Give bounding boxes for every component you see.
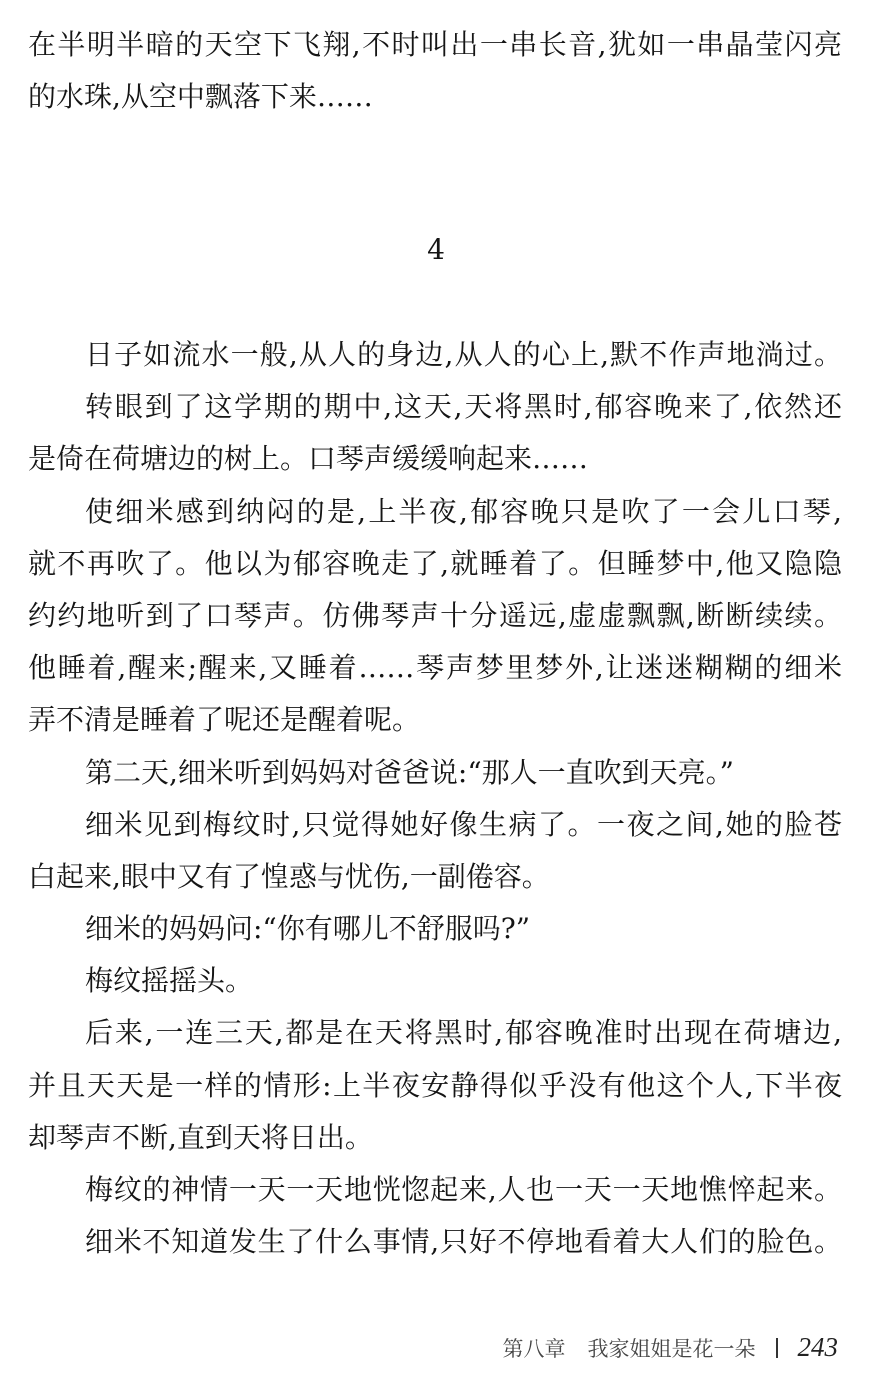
text-line: 后来,一连三天,都是在天将黑时,郁容晚准时出现在荷塘边, [85,1016,842,1050]
text-line: 是倚在荷塘边的树上。口琴声缓缓响起来…… [28,442,589,476]
text-line: 细米不知道发生了什么事情,只好不停地看着大人们的脸色。 [85,1225,842,1259]
text-line: 使细米感到纳闷的是,上半夜,郁容晚只是吹了一会儿口琴, [85,494,842,528]
section-body [28,329,842,1268]
text-line: 细米见到梅纹时,只觉得她好像生病了。一夜之间,她的脸苍 [85,807,842,841]
text-line: 并且天天是一样的情形:上半夜安静得似乎没有他这个人,下半夜 [28,1068,842,1102]
footer-chapter: 第八章 [502,1336,566,1361]
text-line: 弄不清是睡着了呢还是醒着呢。 [28,703,421,737]
text-line: 梅纹摇摇头。 [85,964,254,998]
text-line: 第二天,细米听到妈妈对爸爸说:“那人一直吹到天亮。” [85,755,734,789]
footer-chapter-title: 我家姐姐是花一朵 [587,1336,756,1361]
text-line: 梅纹的神情一天一天地恍惚起来,人也一天一天地憔悴起来。 [85,1173,842,1206]
section-number: 4 [427,233,445,266]
page-footer [503,1332,839,1363]
text-line: 就不再吹了。他以为郁容晚走了,就睡着了。但睡梦中,他又隐隐 [28,546,842,580]
text-line: 细米的妈妈问:“你有哪儿不舒服吗?” [85,912,531,946]
text-line: 白起来,眼中又有了惶惑与忧伤,一副倦容。 [28,859,550,893]
text-line: 转眼到了这学期的期中,这天,天将黑时,郁容晚来了,依然还 [85,390,842,424]
page-number: 243 [797,1332,838,1362]
footer-divider [776,1338,778,1358]
text-line: 却琴声不断,直到天将日出。 [28,1120,373,1154]
text-line: 在半明半暗的天空下飞翔,不时叫出一串长音,犹如一串晶莹闪亮 [28,28,842,61]
continued-paragraph [28,19,842,123]
text-line: 的水珠,从空中飘落下来…… [28,80,373,114]
text-line: 约约地听到了口琴声。仿佛琴声十分遥远,虚虚飘飘,断断续续。 [28,598,842,632]
text-line: 日子如流水一般,从人的身边,从人的心上,默不作声地淌过。 [85,338,842,371]
text-line: 他睡着,醒来;醒来,又睡着……琴声梦里梦外,让迷迷糊糊的细米 [28,651,842,685]
